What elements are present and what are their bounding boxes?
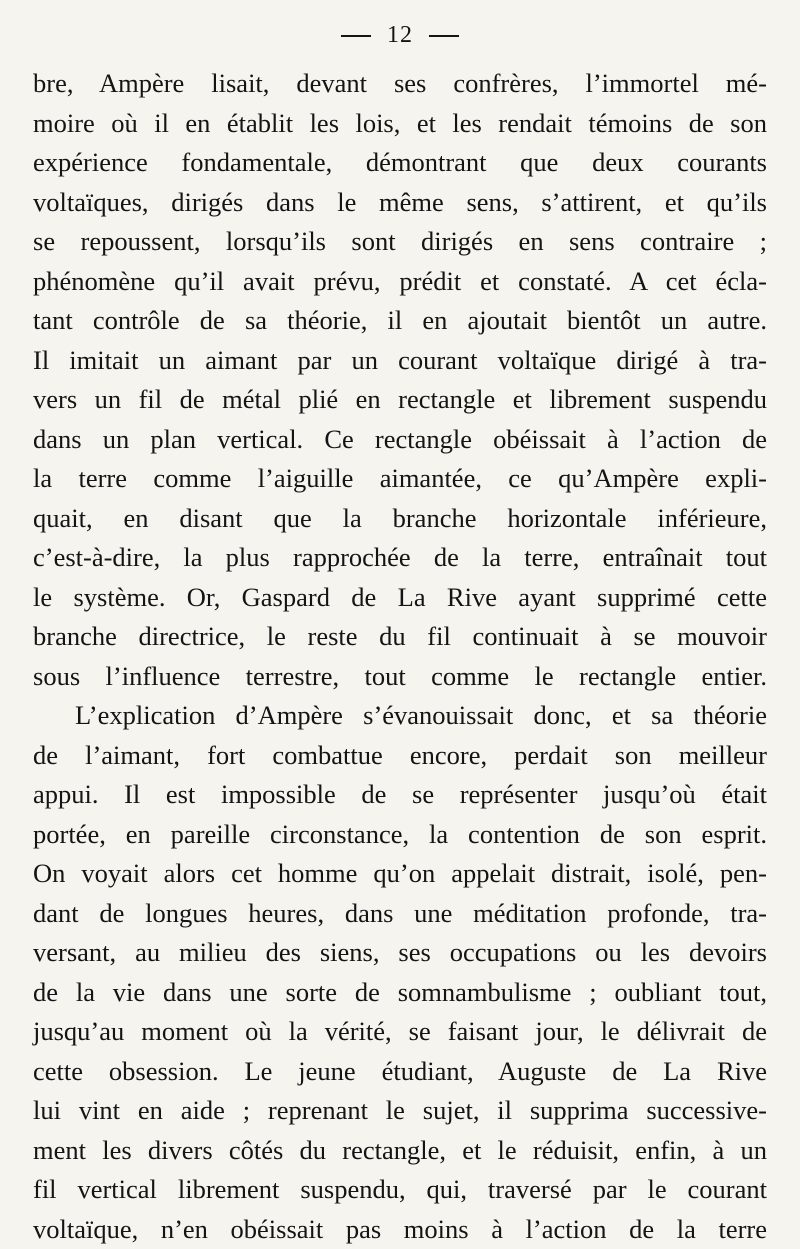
text-line: se repoussent, lorsqu’ils sont dirigés en sens contraire ;	[33, 222, 767, 262]
text-line: appui. Il est impossible de se représenter jusqu’où était	[33, 775, 767, 815]
text-line: expérience fondamentale, démontrant que deux courants	[33, 143, 767, 183]
text-line: dant de longues heures, dans une méditation profonde, tra-	[33, 894, 767, 934]
text-line: c’est-à-dire, la plus rapprochée de la terre, entraînait tout	[33, 538, 767, 578]
text-line: versant, au milieu des siens, ses occupations ou les devoirs	[33, 933, 767, 973]
text-line: vers un fil de métal plié en rectangle et librement suspendu	[33, 380, 767, 420]
text-line: voltaïque, n’en obéissait pas moins à l’action de la terre	[33, 1210, 767, 1249]
text-line: dans un plan vertical. Ce rectangle obéissait à l’action de	[33, 420, 767, 460]
text-line: de l’aimant, fort combattue encore, perdait son meilleur	[33, 736, 767, 776]
text-line: quait, en disant que la branche horizontale inférieure,	[33, 499, 767, 539]
text-line: fil vertical librement suspendu, qui, traversé par le courant	[33, 1170, 767, 1210]
text-line: la terre comme l’aiguille aimantée, ce qu’Ampère expli-	[33, 459, 767, 499]
page-header	[0, 22, 800, 49]
text-line: bre, Ampère lisait, devant ses confrères, l’immortel mé-	[33, 64, 767, 104]
text-line: cette obsession. Le jeune étudiant, Auguste de La Rive	[33, 1052, 767, 1092]
text-line: le système. Or, Gaspard de La Rive ayant supprimé cette	[33, 578, 767, 618]
text-line: lui vint en aide ; reprenant le sujet, il supprima successive-	[33, 1091, 767, 1131]
text-line: L’explication d’Ampère s’évanouissait donc, et sa théorie	[33, 696, 767, 736]
text-line: portée, en pareille circonstance, la contention de son esprit.	[33, 815, 767, 855]
text-line: jusqu’au moment où la vérité, se faisant jour, le délivrait de	[33, 1012, 767, 1052]
body-text	[33, 64, 767, 1249]
text-line: sous l’influence terrestre, tout comme le rectangle entier.	[33, 657, 767, 697]
text-line: tant contrôle de sa théorie, il en ajoutait bientôt un autre.	[33, 301, 767, 341]
text-line: de la vie dans une sorte de somnambulisme ; oubliant tout,	[33, 973, 767, 1013]
text-line: branche directrice, le reste du fil continuait à se mouvoir	[33, 617, 767, 657]
text-line: On voyait alors cet homme qu’on appelait distrait, isolé, pen-	[33, 854, 767, 894]
text-line: Il imitait un aimant par un courant voltaïque dirigé à tra-	[33, 341, 767, 381]
paragraph-2	[33, 696, 767, 1249]
text-line: phénomène qu’il avait prévu, prédit et constaté. A cet écla-	[33, 262, 767, 302]
right-dash	[429, 35, 459, 37]
paragraph-1	[33, 64, 767, 696]
text-line: moire où il en établit les lois, et les rendait témoins de son	[33, 104, 767, 144]
text-line: ment les divers côtés du rectangle, et le réduisit, enfin, à un	[33, 1131, 767, 1171]
left-dash	[341, 35, 371, 37]
page-number: 12	[387, 22, 413, 48]
text-line: voltaïques, dirigés dans le même sens, s’attirent, et qu’ils	[33, 183, 767, 223]
